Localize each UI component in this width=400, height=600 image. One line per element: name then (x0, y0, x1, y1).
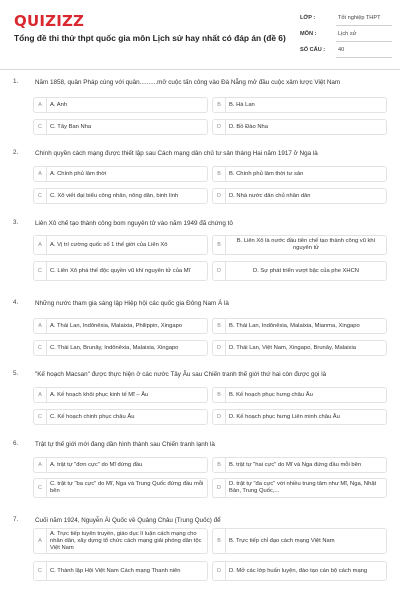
question-number: 5. (13, 370, 19, 377)
option-a[interactable] (33, 318, 208, 334)
option-c[interactable] (33, 561, 208, 581)
option-letter: C (34, 479, 47, 497)
meta-underline (336, 57, 392, 58)
option-c[interactable] (33, 188, 208, 204)
option-b[interactable] (212, 387, 387, 403)
option-letter: B (213, 167, 226, 181)
question-number: 1. (13, 78, 19, 85)
option-text: D. Thái Lan, Việt Nam, Xingapo, Brunây, Malaixia (229, 344, 356, 351)
option-text: B. trật tự "hai cực" do Mĩ và Nga đứng đầu mỗi bên (229, 461, 362, 468)
option-text: D. Kế hoạch phục hưng Liên minh châu Âu (229, 413, 340, 420)
option-text: B. Kế hoạch phục hưng châu Âu (229, 391, 313, 398)
question-text: "Kế hoạch Macsan" được thực hiện ở các nước Tây Âu sau Chiến tranh thế giới thứ hai còn được gọi là (35, 371, 327, 378)
option-text: B. Thái Lan, Indônêxia, Malaixia, Mianma, Xingapo (229, 322, 360, 329)
option-a[interactable] (33, 97, 208, 113)
question-text: Trật tự thế giới mới đang dần hình thành sau Chiến tranh lạnh là (35, 441, 215, 448)
option-text: D. Sự phát triển vượt bậc của phe XHCN (253, 267, 359, 274)
option-letter: A (34, 388, 47, 402)
option-letter: D (213, 562, 226, 580)
option-letter: C (34, 410, 47, 424)
question-number: 6. (13, 440, 19, 447)
option-letter: D (213, 341, 226, 355)
meta-label: LỚP : (300, 15, 316, 21)
meta-row-class (300, 12, 392, 28)
option-text: B. Hà Lan (229, 101, 255, 108)
meta-label: SỐ CÂU : (300, 47, 326, 53)
option-d[interactable] (212, 478, 387, 498)
option-text: C. Kế hoạch chinh phục châu Âu (50, 413, 135, 420)
question-number: 4. (13, 299, 19, 306)
option-letter: A (34, 319, 47, 333)
option-letter: D (213, 262, 226, 280)
option-text: A. Chính phủ lâm thời (50, 170, 107, 177)
meta-value: Tốt nghiệp THPT (338, 15, 381, 21)
question-text: Năm 1858, quân Pháp cùng với quân..........mở cuộc tấn công vào Đà Nẵng mở đầu cuộc xâm lược Việt Nam (35, 79, 341, 86)
option-text: A. Trực tiếp tuyên truyền, giáo dục lí luận cách mạng cho nhân dân, xây dựng tổ chức cách mạng giải phóng dân tộc Việt Nam (50, 530, 202, 551)
question-text: Chính quyền cách mạng được thiết lập sau Cách mạng dân chủ tư sản tháng Hai năm 1917 ở Nga là (35, 150, 318, 157)
option-text: D. Bồ Đào Nha (229, 123, 268, 130)
option-text: A. Vị trí cường quốc số 1 thế giới của Liên Xô (50, 241, 168, 248)
option-text: C. trật tự "ba cực" do Mĩ, Nga và Trung Quốc đứng đầu mỗi bên (50, 481, 204, 494)
option-c[interactable] (33, 409, 208, 425)
option-letter: D (213, 479, 226, 497)
option-text: B. Chính phủ lâm thời tư sản (229, 170, 304, 177)
option-text: C. Liên Xô phá thế độc quyền vũ khí nguyên tử của Mĩ (50, 267, 191, 274)
meta-row-count (300, 44, 392, 60)
quizizz-logo: QUIZIZZ (14, 12, 85, 30)
option-letter: A (34, 529, 47, 553)
option-a[interactable] (33, 235, 208, 255)
header-divider (0, 69, 400, 70)
option-b[interactable] (212, 235, 387, 255)
option-letter: A (34, 98, 47, 112)
option-letter: C (34, 341, 47, 355)
question-number: 3. (13, 219, 19, 226)
option-letter: B (213, 388, 226, 402)
option-a[interactable] (33, 457, 208, 473)
meta-table (300, 12, 392, 60)
option-letter: B (213, 529, 226, 553)
option-c[interactable] (33, 478, 208, 498)
option-d[interactable] (212, 561, 387, 581)
option-c[interactable] (33, 261, 208, 281)
worksheet-header (0, 0, 400, 72)
question-number: 7. (13, 516, 19, 523)
meta-label: MÔN : (300, 31, 317, 37)
option-letter: B (213, 98, 226, 112)
option-text: A. Kế hoạch khôi phục kinh tế Mĩ – Âu (50, 391, 149, 398)
option-a[interactable] (33, 166, 208, 182)
option-b[interactable] (212, 528, 387, 554)
meta-value: 40 (338, 47, 345, 53)
option-letter: A (34, 167, 47, 181)
option-letter: B (213, 458, 226, 472)
option-text: B. Trực tiếp chỉ đạo cách mạng Việt Nam (229, 537, 335, 544)
option-letter: A (34, 458, 47, 472)
option-letter: C (34, 189, 47, 203)
option-text: C. Thái Lan, Brunây, Indônêxia, Malaixia, Xingapo (50, 344, 179, 351)
option-text: C. Xô viết đại biểu công nhân, nông dân, binh lính (50, 192, 179, 199)
option-letter: D (213, 189, 226, 203)
option-text: A. Anh (50, 101, 68, 108)
option-d[interactable] (212, 119, 387, 135)
option-b[interactable] (212, 318, 387, 334)
option-c[interactable] (33, 119, 208, 135)
option-a[interactable] (33, 387, 208, 403)
worksheet-title: Tổng đề thi thử thpt quốc gia môn Lịch sử hay nhất có đáp án (đề 6) (14, 33, 286, 43)
option-text: D. Nhà nước dân chủ nhân dân (229, 192, 311, 199)
option-c[interactable] (33, 340, 208, 356)
question-text: Những nước tham gia sáng lập Hiệp hội các quốc gia Đông Nam Á là (35, 300, 229, 307)
option-text: B. Liên Xô là nước đầu tiên chế tạo thành công vũ khí nguyên tử (236, 238, 376, 251)
option-letter: C (34, 262, 47, 280)
option-text: D. Mở các lớp huấn luyện, đào tạo cán bộ cách mạng (229, 567, 368, 574)
option-text: C. Tây Ban Nha (50, 123, 92, 130)
option-letter: C (34, 562, 47, 580)
option-letter: B (213, 236, 226, 254)
option-letter: A (34, 236, 47, 254)
question-text: Cuối năm 1924, Nguyễn Ái Quốc về Quảng Châu (Trung Quốc) để (35, 517, 221, 524)
option-letter: D (213, 410, 226, 424)
option-text: D. trật tự "đa cực" với nhiều trung tâm như Mĩ, Nga, Nhật Bản, Trung Quốc,... (229, 481, 377, 494)
option-letter: D (213, 120, 226, 134)
option-letter: B (213, 319, 226, 333)
option-d[interactable] (212, 340, 387, 356)
option-text: A. Thái Lan, Indônêxia, Malaixia, Philippin, Xingapo (50, 322, 183, 329)
option-b[interactable] (212, 166, 387, 182)
option-a[interactable] (33, 528, 208, 554)
option-b[interactable] (212, 457, 387, 473)
meta-row-subject (300, 28, 392, 44)
question-number: 2. (13, 149, 19, 156)
option-d[interactable] (212, 261, 387, 281)
meta-underline (336, 41, 392, 42)
question-text: Liên Xô chế tạo thành công bom nguyên tử vào năm 1949 đã chứng tỏ (35, 220, 233, 227)
option-letter: C (34, 120, 47, 134)
option-text: C. Thành lập Hội Việt Nam Cách mạng Thanh niên (50, 567, 181, 574)
meta-value: Lịch sử (338, 31, 357, 37)
option-b[interactable] (212, 97, 387, 113)
option-text: A. trật tự "đơn cực" do Mĩ đứng đầu (50, 461, 143, 468)
option-d[interactable] (212, 188, 387, 204)
option-d[interactable] (212, 409, 387, 425)
meta-underline (336, 25, 392, 26)
